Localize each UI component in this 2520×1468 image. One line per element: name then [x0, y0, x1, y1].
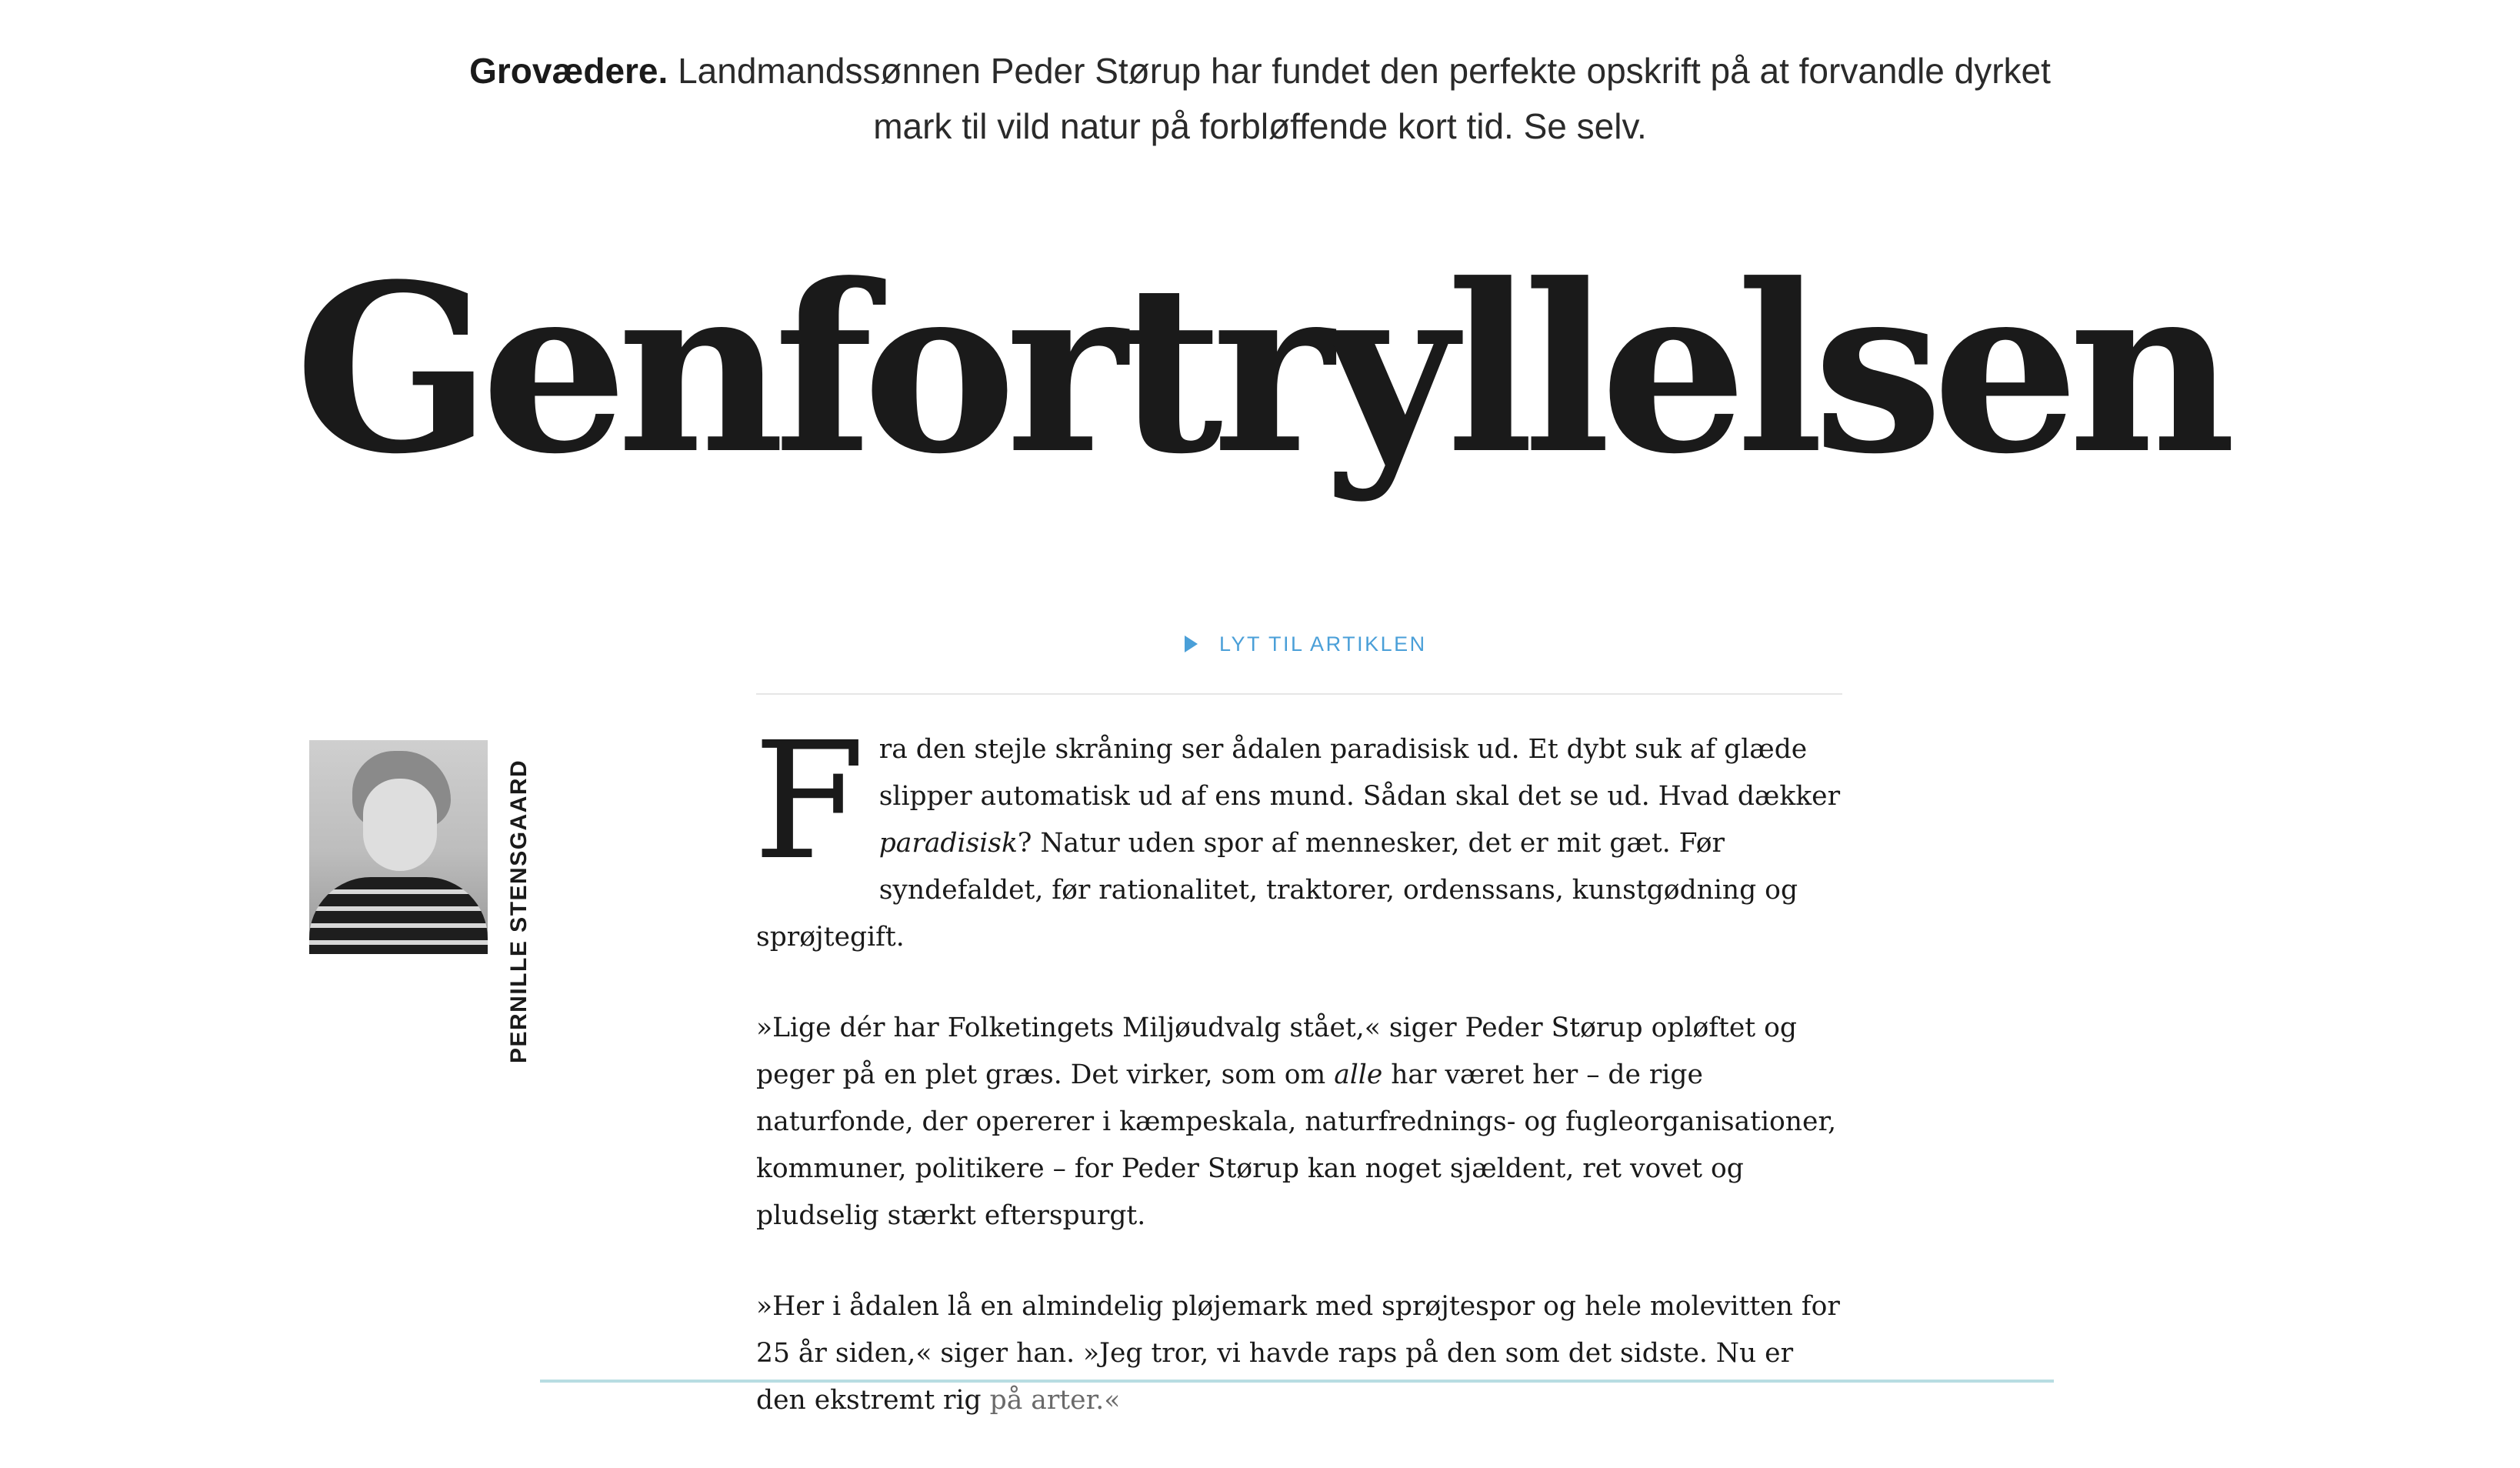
article-body: [753, 707, 1842, 1468]
paragraph: »Lige dér har Folketingets Miljøudvalg stået,« siger Peder Størup opløftet og peger på en plet græs. Det virker, som om alle har været her – de rige naturfonde, der opererer i kæmpeskala, naturfrednings- og fugleorganisationer, kommuner, politikere – for Peder Størup kan noget sjældent, ret vovet og pludselig stærkt efterspurgt.: [756, 1013, 1837, 1231]
paragraph: »Her i ådalen lå en almindelig pløjemark med sprøjtespor og hele molevitten for 25 år siden,« siger han. »Jeg tror, vi havde raps på den som det sidste. Nu er den ekstremt rig på arter.«: [756, 1291, 1840, 1416]
author-byline[interactable]: PERNILLE STENSGAARD: [506, 759, 532, 1063]
play-icon[interactable]: [1185, 636, 1198, 652]
listen-label[interactable]: LYT TIL ARTIKLEN: [1219, 632, 1427, 656]
paragraph: Fra den stejle skråning ser ådalen paradisisk ud. Et dybt suk af glæde slipper automatisk ud af ens mund. Sådan skal det se ud. Hvad dækker paradisisk? Natur uden spor af mennesker, det er mit gæt. Før syndefaldet, før rationalitet, traktorer, ordenssans, kunstgødning og sprøjtegift.: [753, 707, 1841, 953]
section-divider: [540, 1380, 2054, 1383]
lede-text: Landmandssønnen Peder Størup har fundet den perfekte opskrift på at forvandle dyrket mark til vild natur på forbløffende kort tid. Se selv.: [678, 51, 2051, 146]
article-headline: Genfortryllelsen: [295, 233, 2225, 505]
lede-kicker: Grovædere.: [469, 51, 668, 91]
divider: [756, 693, 1842, 695]
listen-to-article-button[interactable]: [1185, 629, 1427, 659]
author-avatar[interactable]: [309, 740, 488, 942]
article-lede: [431, 43, 2089, 154]
drop-cap: F: [753, 707, 865, 896]
